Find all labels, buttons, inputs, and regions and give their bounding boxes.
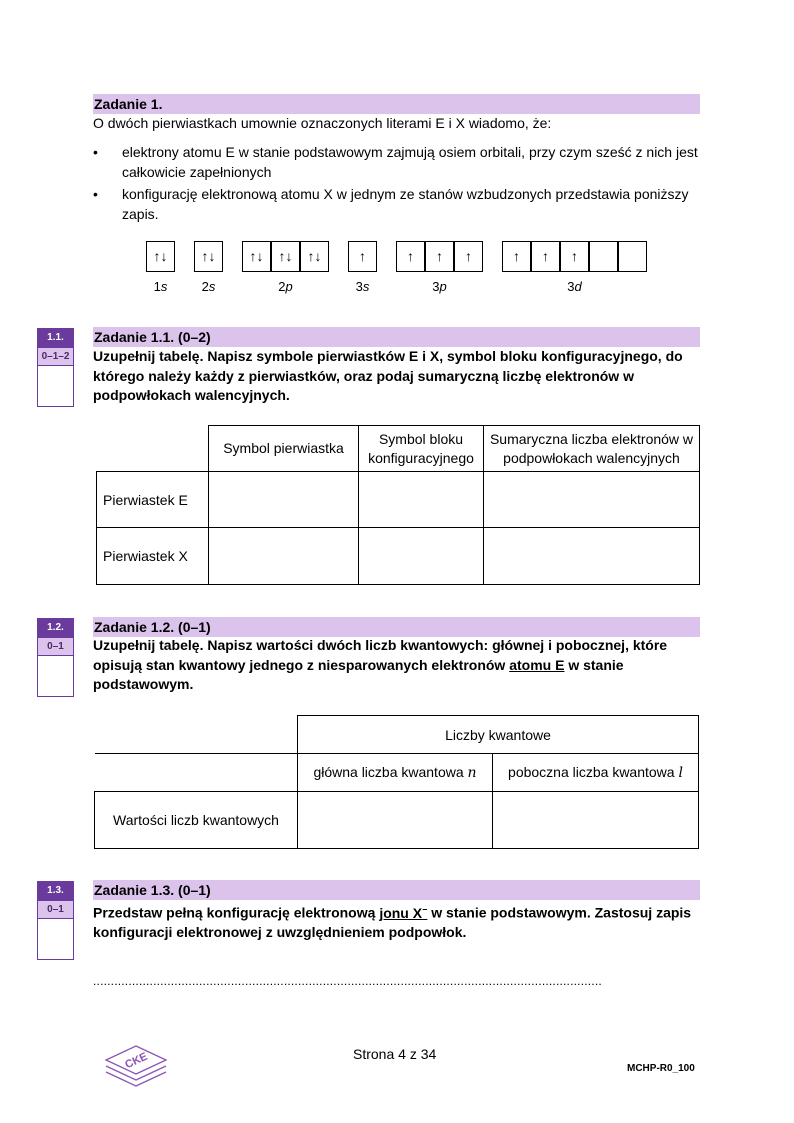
orbital-box: ↑ [348,241,377,272]
task-number: 1.2. [38,619,73,637]
table-1-2 [94,715,699,849]
score-field[interactable] [38,655,73,696]
answer-line[interactable]: ................................................................................................................................................ [93,974,602,988]
document-code: MCHP-R0_100 [627,1063,695,1074]
orbital-box: ↑↓ [271,241,300,272]
answer-cell[interactable] [359,528,484,585]
answer-cell[interactable] [484,472,700,528]
score-box-1-2 [37,618,74,697]
task-number: 1.3. [38,882,73,900]
orbital-label: 1s [153,279,168,294]
task1-bullets [93,143,703,227]
row-label-x: Pierwiastek X [97,528,209,585]
logo-icon [102,1040,170,1088]
orbital-label: 2s [201,279,216,294]
score-field[interactable] [38,918,73,959]
row-label-values: Wartości liczb kwantowych [95,792,298,849]
orbital-box: ↑ [396,241,425,272]
answer-cell[interactable] [359,472,484,528]
svg-text:CKE: CKE [123,1050,150,1072]
task1-1-instruction: Uzupełnij tabelę. Napisz symbole pierwiastków E i X, symbol bloku konfiguracyjnego, do którego należy każdy z pierwiastków, oraz podaj sumaryczną liczbę elektronów w podpowłokach walencyjnych. [93,348,683,403]
page-number: Strona 4 z 34 [353,1046,437,1062]
row-label-e: Pierwiastek E [97,472,209,528]
orbital-label: 3p [432,279,447,294]
task1-2-instruction: Uzupełnij tabelę. Napisz wartości dwóch liczb kwantowych: głównej i pobocznej, które opisują stan kwantowy jednego z niesparowanych elektronów atomu E w stanie podstawowym. [93,637,668,692]
orbital-box: ↑↓ [194,241,223,272]
task1-1-title: Zadanie 1.1. (0–2) [93,327,700,347]
points-range: 0–1 [38,637,73,655]
points-range: 0–1 [38,900,73,918]
header-block: Symbol bloku konfiguracyjnego [359,426,484,472]
task1-3-instruction: Przedstaw pełną konfigurację elektronową jonu X− w stanie podstawowym. Zastosuj zapis konfiguracji elektronowej z uwzględnieniem podpowłok. [93,904,692,941]
answer-cell[interactable] [209,528,359,585]
header-electrons: Sumaryczna liczba elektronów w podpowłokach walencyjnych [484,426,700,472]
table-1-1 [96,425,700,585]
answer-cell[interactable] [298,792,493,849]
orbital-label: 3d [567,279,582,294]
orbital-box [589,241,618,272]
header-quantum-numbers: Liczby kwantowe [298,716,699,754]
orbital-box: ↑ [454,241,483,272]
orbital-label: 3s [355,279,370,294]
header-symbol: Symbol pierwiastka [209,426,359,472]
cke-logo [102,1040,170,1088]
header-principal: główna liczba kwantowa n [298,754,493,792]
bullet-item: • elektrony atomu E w stanie podstawowym zajmują osiem orbitali, przy czym sześć z nich jest całkowicie zapełnionych [93,143,703,182]
task-number: 1.1. [38,329,73,347]
points-range: 0–1–2 [38,347,73,365]
task1-title: Zadanie 1. [93,94,700,114]
orbital-box: ↑ [531,241,560,272]
task1-intro: O dwóch pierwiastkach umownie oznaczonych literami E i X wiadomo, że: [93,115,552,131]
orbital-box: ↑ [502,241,531,272]
score-field[interactable] [38,365,73,406]
bullet-item: • konfigurację elektronową atomu X w jednym ze stanów wzbudzonych przedstawia poniższy zapis. [93,185,703,224]
orbital-box: ↑ [425,241,454,272]
answer-cell[interactable] [484,528,700,585]
orbital-box: ↑↓ [300,241,329,272]
orbital-box: ↑↓ [146,241,175,272]
orbital-box: ↑↓ [242,241,271,272]
orbital-label: 2p [278,279,293,294]
task1-3-title: Zadanie 1.3. (0–1) [93,880,700,900]
orbital-box [618,241,647,272]
answer-cell[interactable] [493,792,699,849]
score-box-1-3 [37,881,74,960]
header-azimuthal: poboczna liczba kwantowa l [493,754,699,792]
orbital-box: ↑ [560,241,589,272]
answer-cell[interactable] [209,472,359,528]
task1-2-title: Zadanie 1.2. (0–1) [93,617,700,637]
score-box-1-1 [37,328,74,407]
